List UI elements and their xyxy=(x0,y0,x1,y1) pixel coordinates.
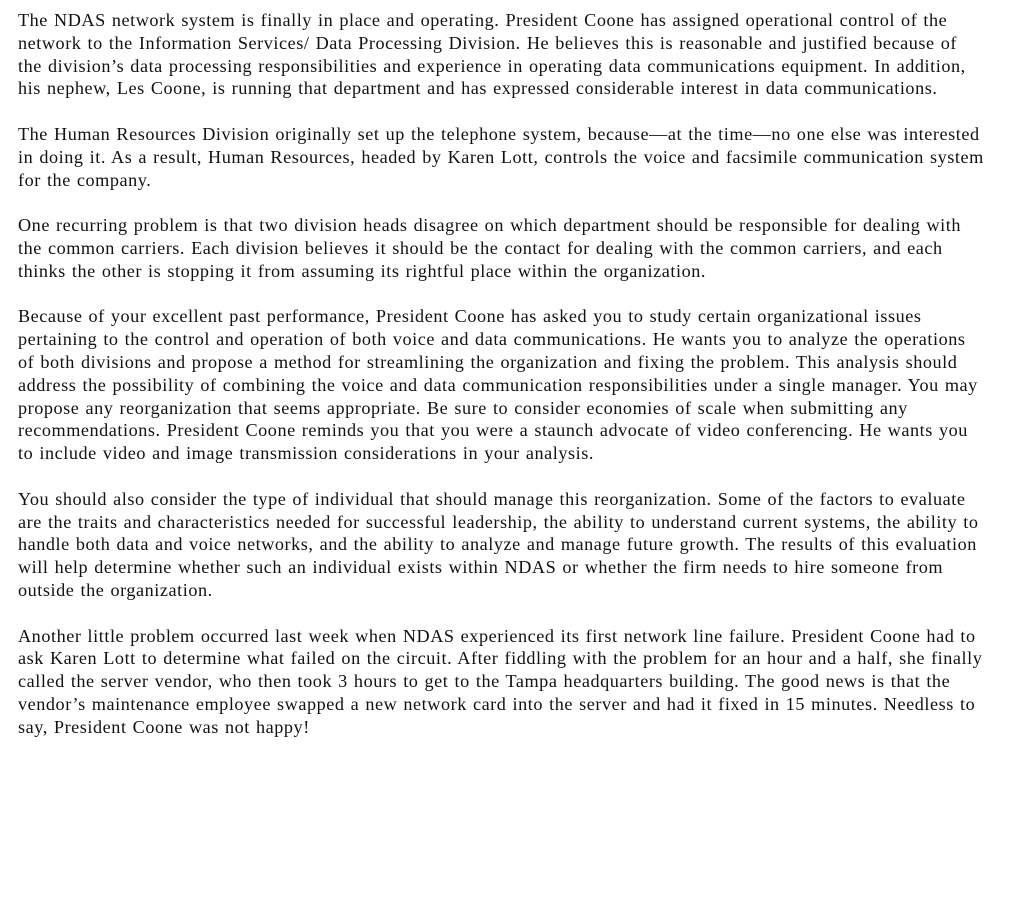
paragraph-assignment: Because of your excellent past performance, President Coone has asked you to study certain organizational issues pertaining to the control and operation of both voice and data communications. He wants you to analyze the operations of both divisions and propose a method for streamlining the organization and fixing the problem. This analysis should address the possibility of combining the voice and data communication responsibilities under a single manager. You may propose any reorganization that seems appropriate. Be sure to consider economies of scale when submitting any recommendations. President Coone reminds you that you were a staunch advocate of video conferencing. He wants you to include video and image transmission considerations in your analysis. xyxy=(18,306,978,464)
paragraph-manager-evaluation: You should also consider the type of individual that should manage this reorganization. Some of the factors to evaluate are the traits and characteristics needed for successful leadership, the ability to understand current systems, the ability to handle both data and voice networks, and the ability to analyze and manage future growth. The results of this evaluation will help determine whether such an individual exists within NDAS or whether the firm needs to hire someone from outside the organization. xyxy=(18,488,979,600)
paragraph-network-control: The NDAS network system is finally in place and operating. President Coone has assigned operational control of the network to the Information Services/ Data Processing Division. He believes this is reasonable and justified because of the division’s data processing responsibilities and experience in operating data communications equipment. In addition, his nephew, Les Coone, is running that department and has expressed considerable interest in data communications. xyxy=(18,10,966,99)
paragraph-common-carriers: One recurring problem is that two division heads disagree on which department should be responsible for dealing with the common carriers. Each division believes it should be the contact for dealing with the common carriers, and each thinks the other is stopping it from assuming its rightful place within the organization. xyxy=(18,215,961,281)
paragraph-line-failure: Another little problem occurred last week when NDAS experienced its first network line failure. President Coone had to ask Karen Lott to determine what failed on the circuit. After fiddling with the problem for an hour and a half, she finally called the server vendor, who then took 3 hours to get to the Tampa headquarters building. The good news is that the vendor’s maintenance employee swapped a new network card into the server and had it fixed in 15 minutes. Needless to say, President Coone was not happy! xyxy=(18,625,983,737)
document-body xyxy=(18,9,984,739)
paragraph-human-resources: The Human Resources Division originally set up the telephone system, because—at the time—no one else was interested in doing it. As a result, Human Resources, headed by Karen Lott, controls the voice and facsimile communication system for the company. xyxy=(18,123,984,190)
